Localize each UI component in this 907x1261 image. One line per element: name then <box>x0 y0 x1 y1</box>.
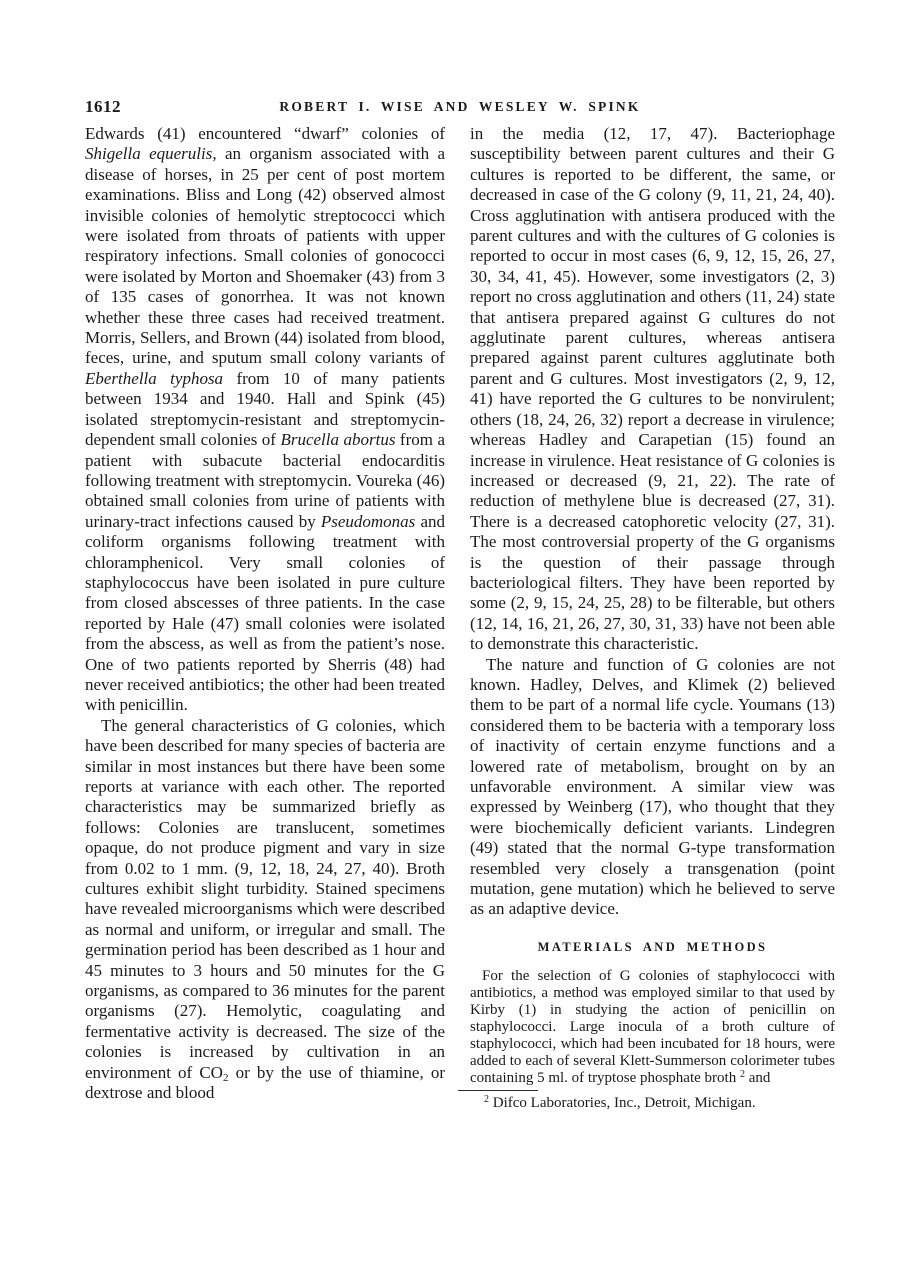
methods-paragraph <box>470 968 835 1087</box>
page-number: 1612 <box>85 97 121 116</box>
text-run: and coliform organisms following treatment with chloramphenicol. Very small colonies of staphylococcus have been isolated in pure culture from closed abscesses of three patients. In the case reported by Hale (47) small colonies were isolated from the abscess, as well as from the patient’s nose. One of two patients reported by Sherris (48) had never received antibiotics; the other had been treated with penicillin. <box>85 511 445 715</box>
footnote-text: Difco Laboratories, Inc., Detroit, Michigan. <box>489 1094 756 1111</box>
footnote-rule <box>458 1090 538 1091</box>
left-column <box>85 124 445 1112</box>
species-name: Eberthella typhosa <box>85 368 224 388</box>
footnote-marker: 2 <box>484 1093 489 1105</box>
text-run: an organism associated with a disease of horses, in 25 per cent of post mortem examinations. Bliss and Long (42) observed almost invisible colonies of hemolytic streptococci which were isolated from throats of patients with upper respiratory infections. Small colonies of gonococci were isolated by Morton and Shoemaker (43) from 3 of 135 cases of gonorrhea. It was not known whether these three cases had received treatment. Morris, Sellers, and Brown (44) isolated from blood, feces, urine, and sputum small colony variants of <box>85 144 445 368</box>
text-run: from a patient with subacute bacterial endocarditis following treatment with streptomycin. Voureka (46) obtained small colonies from urine of patients with urinary-tract infections caused by <box>85 430 445 531</box>
characteristics-paragraph <box>85 716 445 1104</box>
text-run: Edwards (41) encountered “dwarf” colonies of <box>85 124 445 143</box>
species-name: Brucella abortus <box>280 430 396 450</box>
text-run: or by the use of thiamine, or dextrose and blood <box>85 1062 445 1103</box>
footnote-reference: 2 <box>739 1068 745 1080</box>
section-heading-materials-and-methods: MATERIALS AND METHODS <box>537 939 768 954</box>
continuation-paragraph: in the media (12, 17, 47). Bacteriophage susceptibility between parent cultures and their G cultures is reported to be different, the same, or decreased in case of the G colony (9, 11, 21, 24, 40). Cross agglutination with antisera produced with the parent cultures and with the cultures of G colonies is reported to occur in most cases (6, 9, 12, 15, 26, 27, 30, 34, 41, 45). However, some investigators (2, 3) report no cross agglutination and others (11, 24) state that antisera prepared against G cultures do not agglutinate parent cultures, whereas antisera prepared against parent cultures agglutinate both parent and G cultures. Most investigators (2, 9, 12, 41) have reported the G cultures to be nonvirulent; others (18, 24, 26, 32) report a decrease in virulence; whereas Hadley and Carapetian (15) found an increase in virulence. Heat resistance of G colonies is increased or decreased (9, 21, 22). The rate of reduction of methylene blue is decreased (27, 31). There is a decreased catophoretic velocity (27, 31). The most controversial property of the G organisms is the question of their passage through bacteriological filters. They have been reported by some (2, 9, 15, 24, 25, 28) to be filterable, but others (12, 14, 16, 21, 26, 27, 30, 31, 33) have not been able to demonstrate this characteristic. <box>470 124 835 654</box>
species-name: Shigella equerulis, <box>85 144 217 164</box>
page-header <box>85 97 835 117</box>
nature-function-paragraph: The nature and function of G colonies are not known. Hadley, Delves, and Klimek (2) believed them to be part of a normal life cycle. Youmans (13) considered them to be bacteria with a temporary loss of inactivity of certain enzyme functions and a lowered rate of metabolism, brought on by an unfavorable environment. A similar view was expressed by Weinberg (17), who thought that they were biochemically deficient variants. Lindegren (49) stated that the normal G-type transformation resembled very closely a transgenation (point mutation, gene mutation) which he believed to serve as an adaptive device. <box>470 654 835 919</box>
opening-paragraph <box>85 124 445 716</box>
article-body <box>85 124 835 1112</box>
running-head: ROBERT I. WISE AND WESLEY W. SPINK <box>279 99 641 114</box>
text-run: For the selection of G colonies of staphylococci with antibiotics, a method was employed similar to that used by Kirby (1) in studying the action of penicillin on staphylococci. Large inocula of a broth culture of staphylococci, which had been incubated for 18 hours, were added to each of several Klett-Summerson colorimeter tubes containing 5 ml. of tryptose phosphate broth <box>470 967 835 1086</box>
species-name: Pseudomonas <box>320 511 416 531</box>
text-run: The general characteristics of G colonies, which have been described for many species of bacteria are similar in most instances but there have been some reports at variance with each other. The reported characteristics may be summarized briefly as follows: Colonies are translucent, sometimes opaque, do not produce pigment and vary in size from 0.02 to 1 mm. (9, 12, 18, 24, 27, 40). Broth cultures exhibit slight turbidity. Stained specimens have revealed microorganisms which were described as normal and uniform, or irregular and small. The germination period has been described as 1 hour and 45 minutes to 3 hours and 50 minutes for the G organisms, as compared to 36 minutes for the parent organisms (27). Hemolytic, coagulating and fermentative activity is decreased. The size of the colonies is increased by cultivation in an environment of CO <box>85 715 445 1082</box>
text-run: from 10 of many patients between 1934 and 1940. Hall and Spink (45) isolated streptomycin-resistant and streptomycin-dependent small colonies of <box>85 368 445 450</box>
footnote <box>470 1095 835 1112</box>
chemical-subscript: 2 <box>222 1071 229 1084</box>
text-run: and <box>744 1069 771 1086</box>
right-column <box>470 124 835 1112</box>
